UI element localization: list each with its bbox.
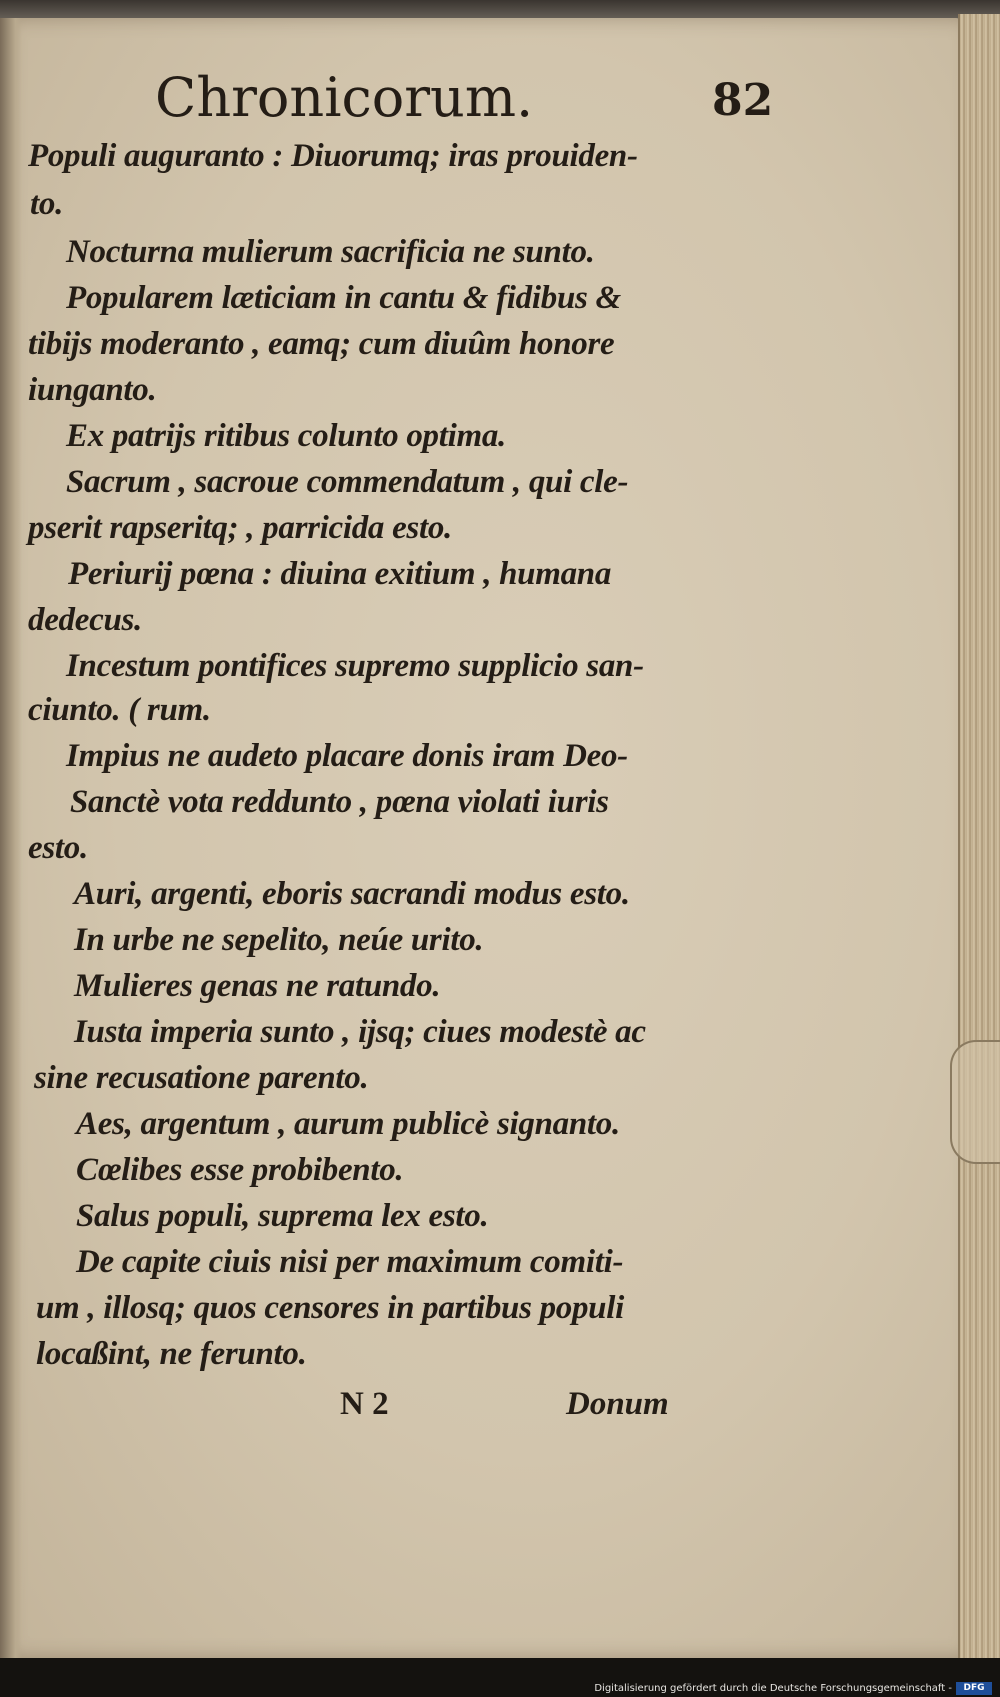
text-line: locaßint, ne ferunto. bbox=[36, 1336, 307, 1372]
running-head: Chronicorum. bbox=[155, 66, 534, 129]
text-line: um , illosq; quos censores in partibus populi bbox=[36, 1290, 624, 1326]
text-line: Salus populi, suprema lex esto. bbox=[76, 1198, 489, 1234]
text-line: tibijs moderanto , eamq; cum diuûm honore bbox=[28, 326, 615, 362]
text-line: to. bbox=[30, 186, 64, 222]
text-line: Sanctè vota reddunto , pœna violati iuris bbox=[70, 784, 609, 820]
text-line: iunganto. bbox=[28, 372, 157, 408]
text-line: Impius ne audeto placare donis iram Deo- bbox=[66, 738, 628, 774]
text-line: sine recusatione parento. bbox=[34, 1060, 369, 1096]
clasp-tab-edge bbox=[950, 1040, 1000, 1164]
digitization-credit: Digitalisierung gefördert durch die Deutsche Forschungsgemeinschaft - bbox=[594, 1683, 952, 1694]
text-line: Auri, argenti, eboris sacrandi modus esto. bbox=[74, 876, 630, 912]
text-line: Populi auguranto : Diuorumq; iras prouiden- bbox=[28, 138, 638, 174]
text-line: ciunto. ( rum. bbox=[28, 692, 211, 728]
text-line: In urbe ne sepelito, neúe urito. bbox=[74, 922, 484, 958]
text-line: dedecus. bbox=[28, 602, 142, 638]
text-line: Ex patrijs ritibus colunto optima. bbox=[66, 418, 506, 454]
page-gutter-shadow bbox=[0, 18, 22, 1658]
page-fore-edge bbox=[958, 14, 1000, 1664]
signature-mark: N 2 bbox=[340, 1386, 389, 1422]
text-line: Cœlibes esse probibento. bbox=[76, 1152, 404, 1188]
text-line: Popularem læticiam in cantu & fidibus & bbox=[66, 280, 621, 316]
text-line: Mulieres genas ne ratundo. bbox=[74, 968, 441, 1004]
text-line: pserit rapseritq; , parricida esto. bbox=[28, 510, 452, 546]
text-line: De capite ciuis nisi per maximum comiti- bbox=[76, 1244, 624, 1280]
text-line: esto. bbox=[28, 830, 88, 866]
dfg-logo: DFG bbox=[956, 1682, 992, 1695]
text-line: Periurij pœna : diuina exitium , humana bbox=[68, 556, 612, 592]
page-number: 82 bbox=[712, 75, 774, 126]
text-line: Iusta imperia sunto , ijsq; ciues modestè ac bbox=[74, 1014, 646, 1050]
text-line: Aes, argentum , aurum publicè signanto. bbox=[76, 1106, 620, 1142]
text-line: Sacrum , sacroue commendatum , qui cle- bbox=[66, 464, 629, 500]
text-line: Nocturna mulierum sacrificia ne sunto. bbox=[66, 234, 595, 270]
catchword: Donum bbox=[566, 1386, 669, 1422]
text-line: Incestum pontifices supremo supplicio san- bbox=[66, 648, 644, 684]
